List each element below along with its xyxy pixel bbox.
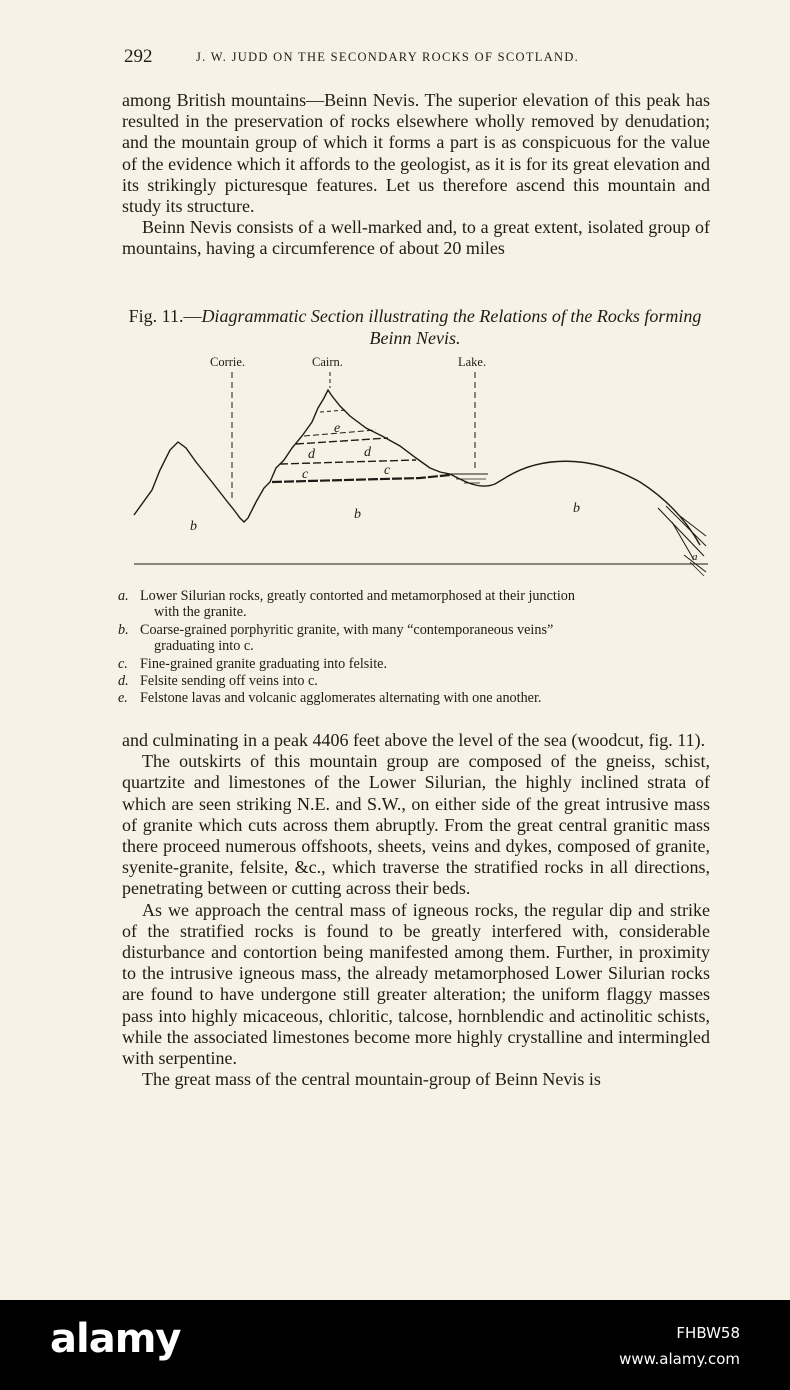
label-e: e: [334, 421, 341, 436]
legend-item: [118, 673, 718, 689]
label-b: b: [190, 519, 197, 534]
legend-key: a.: [118, 588, 129, 604]
label-lake: Lake.: [458, 355, 487, 369]
legend-text: Fine-grained granite graduating into felsite.: [140, 655, 388, 672]
legend-text: Felsite sending off veins into c.: [140, 673, 318, 690]
legend-text-continued: with the granite.: [154, 604, 247, 621]
alamy-logo: alamy: [50, 1316, 181, 1362]
paragraph: Beinn Nevis consists of a well-marked and, to a great extent, isolated group of mountains, having a circumference of about 20 miles: [122, 217, 710, 259]
label-d: d: [364, 445, 371, 460]
figure-legend: [118, 588, 718, 708]
legend-key: e.: [118, 690, 128, 707]
image-id: FHBW58: [676, 1324, 740, 1342]
legend-text-continued: graduating into c.: [154, 638, 254, 655]
label-c: c: [302, 467, 309, 482]
legend-key: d.: [118, 673, 129, 690]
section-svg: [120, 350, 720, 585]
right-hill-outline: [505, 461, 700, 545]
legend-text: Felstone lavas and volcanic agglomerates alternating with one another.: [140, 690, 542, 707]
watermark-url: www.alamy.com: [619, 1350, 740, 1368]
legend-text: Coarse-grained porphyritic granite, with many “contemporaneous veins”: [140, 621, 554, 638]
legend-item: [118, 690, 718, 706]
legend-key: b.: [118, 621, 129, 638]
text-block-top: [122, 90, 710, 260]
label-c: c: [384, 463, 391, 478]
geological-section-diagram: [120, 350, 720, 585]
legend-key: c.: [118, 655, 128, 672]
page-number: 292: [124, 46, 153, 67]
felsite-boundary: [272, 475, 450, 482]
legend-item: [118, 622, 718, 655]
watermark-banner: [0, 1300, 790, 1390]
layer-c-top: [280, 460, 416, 464]
label-corrie: Corrie.: [210, 355, 246, 369]
label-d: d: [308, 447, 315, 462]
text-block-bottom: [122, 730, 710, 1090]
paragraph: and culminating in a peak 4406 feet above the level of the sea (woodcut, fig. 11).: [122, 730, 706, 750]
running-head: J. W. JUDD ON THE SECONDARY ROCKS OF SCOTLAND.: [196, 50, 580, 64]
paragraph: The great mass of the central mountain-group of Beinn Nevis is: [142, 1069, 601, 1090]
lake-basin: [450, 474, 505, 486]
paragraph: The outskirts of this mountain group are composed of the gneiss, schist, quartzite and limestones of the Lower Silurian, the highly inclined strata of which are seen striking N.E. and S.W., on either side of the great intrusive mass of granite which cuts across them abruptly. From the great central granitic mass there proceed numerous offshoots, sheets, veins and dykes, composed of granite, syenite-granite, felsite, &c., which traverse the stratified rocks in all directions, penetrating between or cutting across their beds.: [122, 751, 710, 899]
figure-caption: [120, 305, 710, 349]
label-a: a: [692, 551, 698, 563]
paragraph: among British mountains—Beinn Nevis. The superior elevation of this peak has resulted in the preservation of rocks elsewhere wholly removed by denudation; and the mountain group of which it forms a part is as conspicuous for the value of the evidence which it affords to the geologist, as it is for its great elevation and its strikingly picturesque features. Let us therefore ascend this mountain and study its structure.: [122, 90, 710, 217]
page-header: [120, 46, 720, 70]
legend-item: [118, 656, 718, 672]
left-mountain-outline: [134, 390, 450, 522]
label-b: b: [354, 507, 361, 522]
label-b: b: [573, 501, 580, 516]
contact-line-a: [658, 508, 704, 556]
layer-d-top: [296, 438, 388, 444]
figure-number: Fig. 11.—: [128, 306, 202, 326]
legend-text: Lower Silurian rocks, greatly contorted and metamorphosed at their junction: [140, 588, 575, 604]
legend-item: [118, 588, 718, 621]
figure-title: Diagrammatic Section illustrating the Relations of the Rocks forming Beinn Nevis.: [201, 306, 702, 348]
label-cairn: Cairn.: [312, 355, 343, 369]
paragraph: As we approach the central mass of igneous rocks, the regular dip and strike of the stratified rocks is found to be greatly interfered with, considerable disturbance and contortion being manifested among them. Further, in proximity to the intrusive igneous mass, the already metamorphosed Lower Silurian rocks are found to have undergone still greater alteration; the uniform flaggy masses pass into highly micaceous, chloritic, talcose, hornblendic and actinolitic schists, while the associated limestones become more highly crystalline and intermingled with serpentine.: [122, 899, 710, 1069]
